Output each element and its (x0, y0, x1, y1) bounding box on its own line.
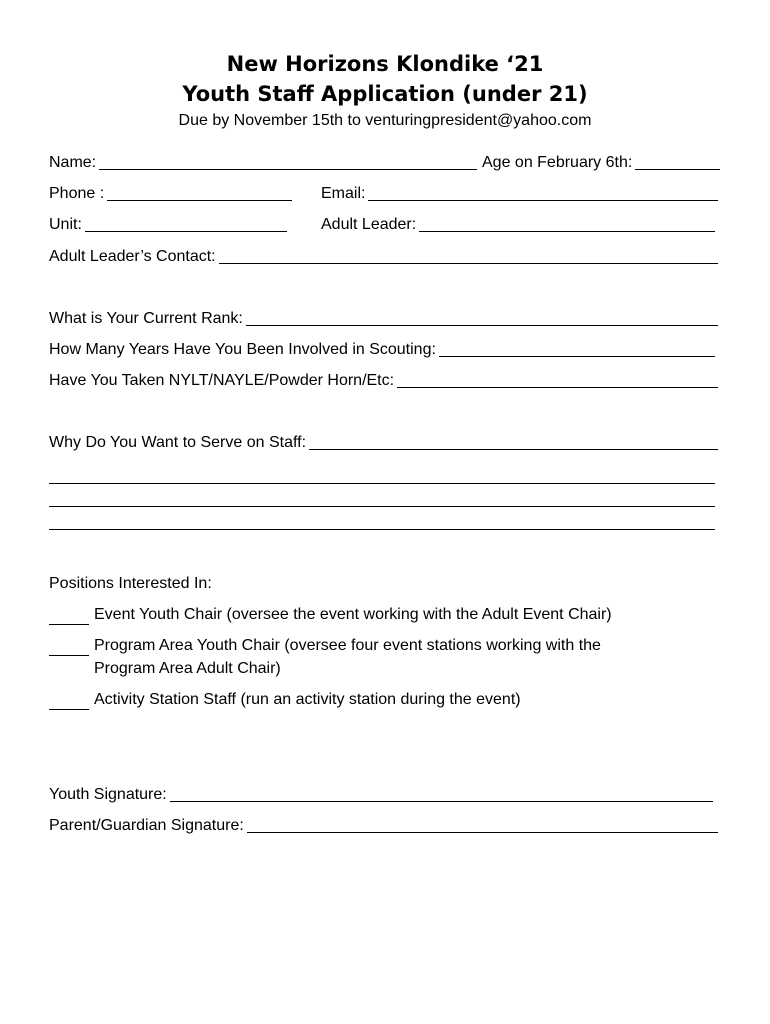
email-label: Email: (321, 185, 366, 202)
current-rank-line[interactable] (246, 324, 718, 326)
why-serve-blank-line-1[interactable] (49, 483, 715, 484)
position-program-area-youth-chair: Program Area Youth Chair (oversee four event stations working with the (94, 637, 601, 654)
title-line-1: New Horizons Klondike ‘21 (226, 52, 544, 76)
adult-leader-line[interactable] (419, 230, 715, 232)
why-serve-field[interactable] (49, 433, 718, 452)
position-check-event-youth-chair[interactable] (49, 624, 89, 625)
age-field[interactable] (482, 153, 720, 172)
position-activity-station-staff: Activity Station Staff (run an activity station during the event) (94, 691, 521, 708)
years-scouting-field[interactable] (49, 340, 715, 359)
unit-label: Unit: (49, 216, 82, 233)
phone-line[interactable] (107, 199, 292, 201)
why-serve-label: Why Do You Want to Serve on Staff: (49, 434, 307, 451)
name-line[interactable] (99, 168, 477, 170)
positions-heading-label: Positions Interested In: (49, 575, 212, 592)
name-label: Name: (49, 154, 97, 171)
unit-line[interactable] (85, 230, 287, 232)
current-rank-field[interactable] (49, 309, 718, 328)
adult-leader-contact-label: Adult Leader’s Contact: (49, 248, 216, 265)
years-scouting-line[interactable] (439, 355, 715, 357)
positions-heading (49, 574, 449, 593)
adult-leader-contact-field[interactable] (49, 247, 718, 266)
youth-signature-field[interactable] (49, 785, 713, 804)
youth-signature-label: Youth Signature: (49, 786, 167, 803)
years-scouting-label: How Many Years Have You Been Involved in Scouting: (49, 341, 436, 358)
training-field[interactable] (49, 371, 718, 390)
phone-label: Phone : (49, 185, 105, 202)
adult-leader-field[interactable] (321, 215, 715, 234)
why-serve-blank-line-2[interactable] (49, 506, 715, 507)
parent-signature-line[interactable] (247, 831, 718, 833)
unit-field[interactable] (49, 215, 287, 234)
title-line-2: Youth Staff Application (under 21) (182, 82, 588, 106)
training-line[interactable] (397, 386, 718, 388)
age-label: Age on February 6th: (482, 154, 633, 171)
position-program-area-youth-chair-cont: Program Area Adult Chair) (94, 660, 281, 677)
adult-leader-contact-line[interactable] (219, 262, 718, 264)
training-label: Have You Taken NYLT/NAYLE/Powder Horn/Etc: (49, 372, 395, 389)
phone-field[interactable] (49, 184, 292, 203)
why-serve-line[interactable] (309, 448, 718, 450)
position-check-program-area-youth-chair[interactable] (49, 655, 89, 656)
age-line[interactable] (635, 168, 720, 170)
email-line[interactable] (368, 199, 718, 201)
email-field[interactable] (321, 184, 718, 203)
parent-signature-field[interactable] (49, 816, 718, 835)
due-date-note: Due by November 15th to venturingpresident@yahoo.com (178, 112, 592, 129)
position-check-activity-station-staff[interactable] (49, 709, 89, 710)
position-event-youth-chair: Event Youth Chair (oversee the event working with the Adult Event Chair) (94, 606, 612, 623)
parent-signature-label: Parent/Guardian Signature: (49, 817, 244, 834)
current-rank-label: What is Your Current Rank: (49, 310, 243, 327)
adult-leader-label: Adult Leader: (321, 216, 417, 233)
why-serve-blank-line-3[interactable] (49, 529, 715, 530)
youth-signature-line[interactable] (170, 800, 713, 802)
name-field[interactable] (49, 153, 477, 172)
